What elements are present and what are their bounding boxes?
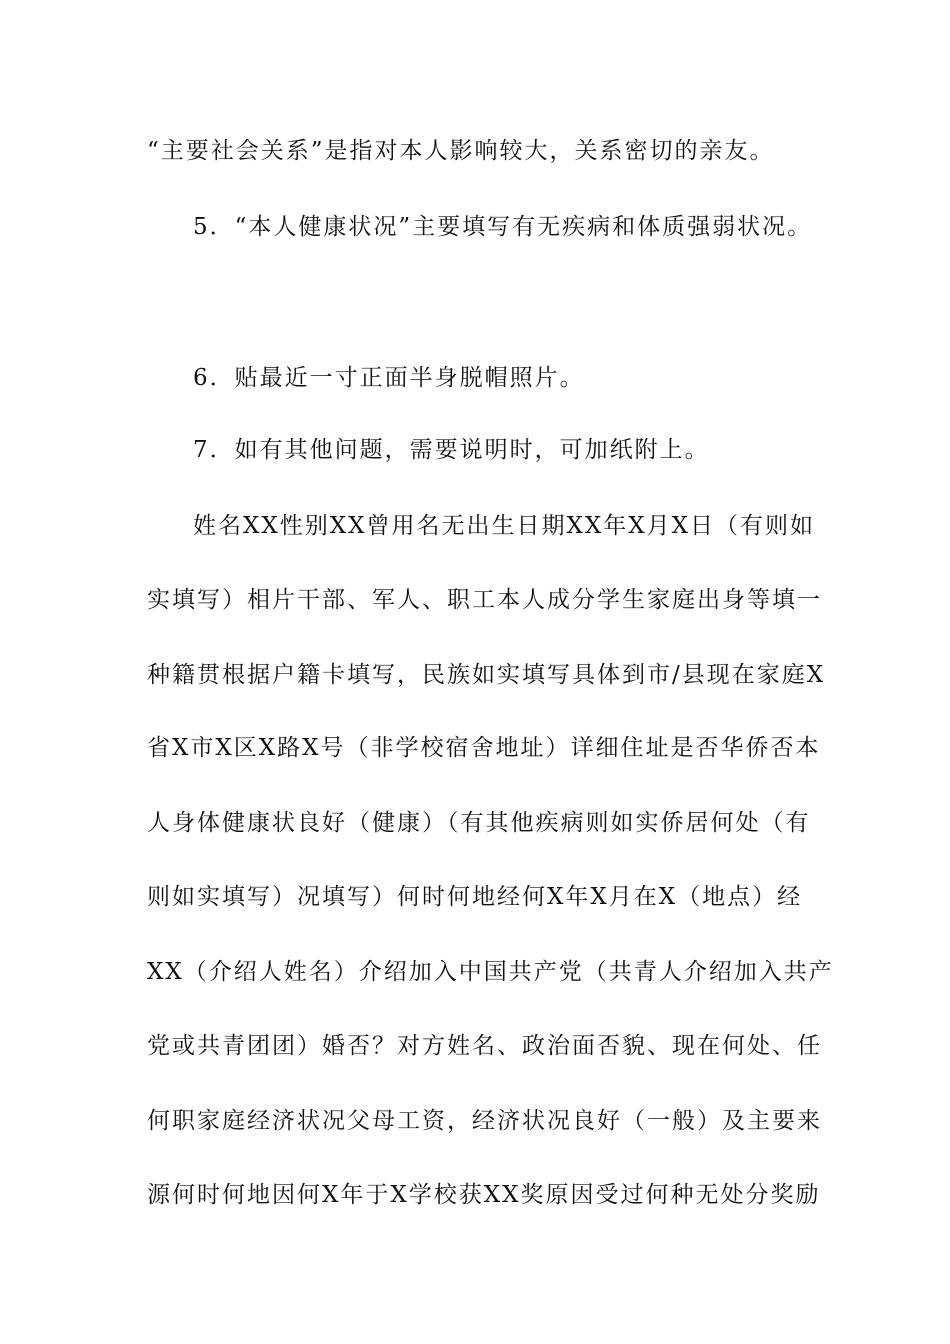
text-line: XX（介绍人姓名）介绍加入中国共产党（共青人介绍加入共产: [147, 959, 834, 985]
text-line: 6．贴最近一寸正面半身脱帽照片。: [193, 365, 585, 391]
text-line: 人身体健康状良好（健康）（有其他疾病则如实侨居何处（有: [147, 810, 811, 836]
text-line: 5．“本人健康状况”主要填写有无疾病和体质强弱状况。: [193, 214, 813, 240]
text-line: 何职家庭经济状况父母工资，经济状况良好（一般）及主要来: [147, 1108, 822, 1134]
text-line: 则如实填写）况填写）何时何地经何X年X月在X（地点）经: [147, 884, 803, 910]
text-line: 种籍贯根据户籍卡填写，民族如实填写具体到市/县现在家庭X: [147, 662, 826, 688]
text-line: 实填写）相片干部、军人、职工本人成分学生家庭出身等填一: [147, 587, 822, 613]
text-line: 源何时何地因何X年于X学校获XX奖原因受过何种无处分奖励: [147, 1182, 821, 1208]
text-line: 7．如有其他问题，需要说明时，可加纸附上。: [193, 437, 710, 463]
text-line: 省X市X区X路X号（非学校宿舍地址）详细住址是否华侨否本: [147, 735, 821, 761]
text-line: 党或共青团团）婚否？对方姓名、政治面否貌、现在何处、任: [147, 1033, 822, 1059]
text-line: 姓名XX性别XX曾用名无出生日期XX年X月X日（有则如: [193, 513, 815, 539]
text-line: “主要社会关系”是指对本人影响较大，关系密切的亲友。: [147, 138, 775, 164]
